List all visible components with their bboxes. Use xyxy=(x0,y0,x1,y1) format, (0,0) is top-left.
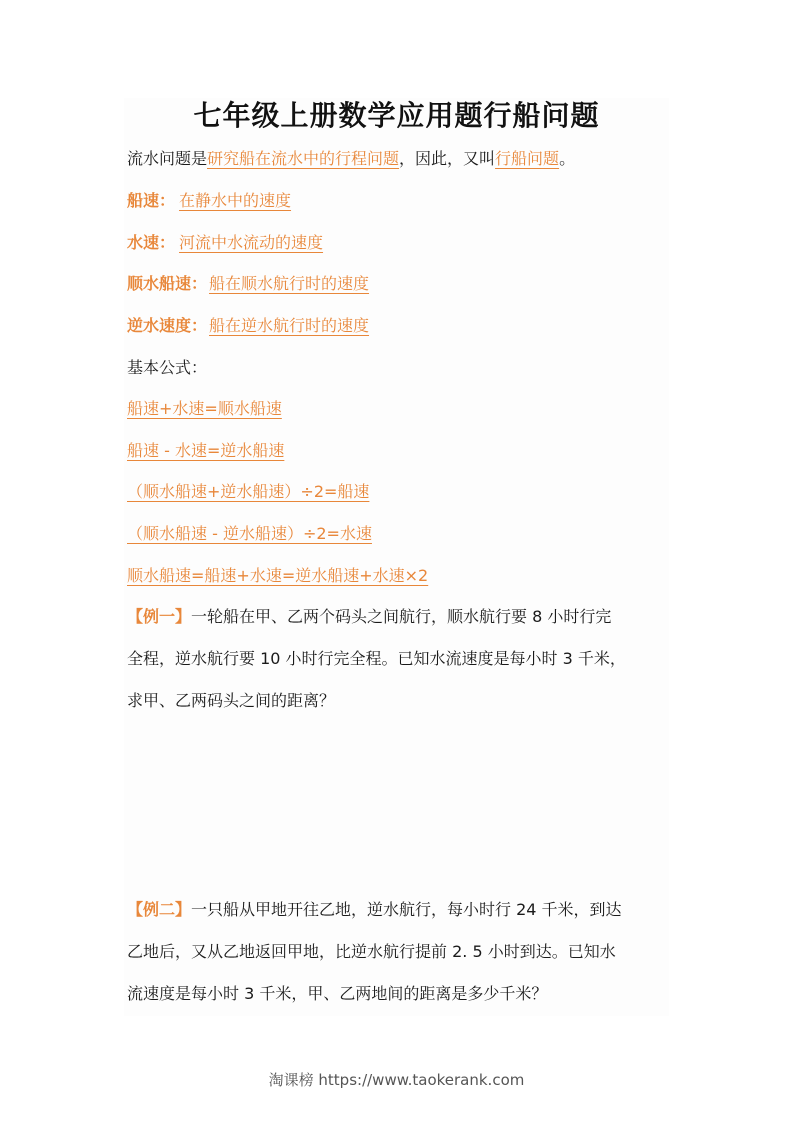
example-one xyxy=(127,596,672,722)
formula-item: 顺水船速=船速+水速=逆水船速+水速×2 xyxy=(127,566,429,585)
formula-item: 船速+水速=顺水船速 xyxy=(127,399,282,418)
formula-item: 船速 - 水速=逆水船速 xyxy=(127,441,285,460)
intro-suffix: 。 xyxy=(559,149,576,168)
definition-desc: 在静水中的速度 xyxy=(179,191,292,210)
definition-term: 顺水船速： xyxy=(127,274,208,293)
example-text: 一只船从甲地开往乙地，逆水航行，每小时行 24 千米，到达 xyxy=(191,900,622,919)
example-line xyxy=(127,889,672,931)
intro-link-definition: 研究船在流水中的行程问题 xyxy=(207,149,400,168)
intro-link-boat-problem: 行船问题 xyxy=(495,149,560,168)
footer-watermark: 淘课榜 https://www.taokerank.com xyxy=(268,1071,525,1089)
example-line: 流速度是每小时 3 千米，甲、乙两地间的距离是多少千米？ xyxy=(127,984,548,1003)
definition-desc: 河流中水流动的速度 xyxy=(179,233,324,252)
definition-term: 逆水速度： xyxy=(127,316,208,335)
definition-water-speed xyxy=(127,232,323,254)
example-tag: 【例一】 xyxy=(127,607,192,626)
definition-desc: 船在逆水航行时的速度 xyxy=(209,316,370,335)
definition-downstream-speed xyxy=(127,273,369,295)
definition-desc: 船在顺水航行时的速度 xyxy=(209,274,370,293)
example-line xyxy=(127,596,672,638)
formula-heading: 基本公式： xyxy=(127,358,208,377)
definition-term: 水速： xyxy=(127,233,176,252)
page-title: 七年级上册数学应用题行船问题 xyxy=(193,99,600,132)
example-tag: 【例二】 xyxy=(127,900,192,919)
definition-upstream-speed xyxy=(127,315,369,337)
intro-prefix: 流水问题是 xyxy=(127,149,208,168)
example-line: 全程，逆水航行要 10 小时行完全程。已知水流速度是每小时 3 千米， xyxy=(127,649,626,668)
intro-paragraph xyxy=(127,148,575,170)
definition-boat-speed xyxy=(127,190,291,212)
example-text: 一轮船在甲、乙两个码头之间航行，顺水航行要 8 小时行完 xyxy=(191,607,612,626)
formula-item: （顺水船速+逆水船速）÷2=船速 xyxy=(127,482,370,501)
example-two xyxy=(127,889,672,1015)
definition-term: 船速： xyxy=(127,191,176,210)
example-line: 求甲、乙两码头之间的距离？ xyxy=(127,691,336,710)
intro-middle: ，因此，又叫 xyxy=(399,149,496,168)
example-line: 乙地后，又从乙地返回甲地，比逆水航行提前 2. 5 小时到达。已知水 xyxy=(127,942,616,961)
formula-item: （顺水船速 - 逆水船速）÷2=水速 xyxy=(127,524,372,543)
